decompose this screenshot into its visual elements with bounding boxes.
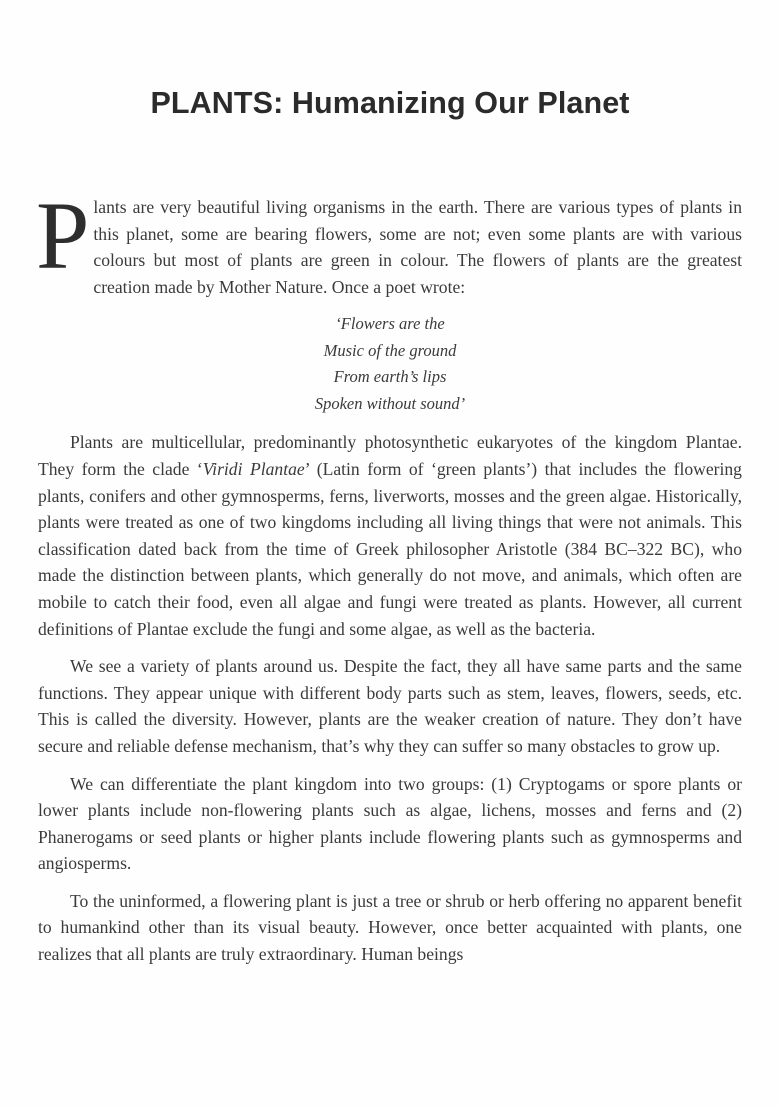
paragraph-diversity: We see a variety of plants around us. Despite the fact, they all have same parts and the same functions. They appear unique with different body parts such as stem, leaves, flowers, seeds, etc. This is called the diversity. However, plants are the weaker creation of nature. They don’t have secure and reliable defense mechanism, that’s why they can suffer so many obstacles to grow up.: [38, 656, 742, 756]
page-title: PLANTS: Humanizing Our Planet: [150, 86, 630, 120]
poem-line: ‘Flowers are the: [335, 314, 445, 334]
paragraph-text: ’ (Latin form of ‘green plants’) that includes the flowering plants, conifers and other gymnosperms, ferns, liverworts, mosses and the green algae. Historically, plants were treated as one of two kingdoms including all living things that were not animals. This classification dated back from the time of Greek philosopher Aristotle (384 BC–322 BC), who made the distinction between plants, which generally do not move, and animals, which often are mobile to catch their food, even all algae and fungi were treated as plants. However, all current definitions of Plantae exclude the fungi and some algae, as well as the bacteria.: [38, 458, 742, 639]
poem-quote: [38, 311, 742, 417]
intro-text: lants are very beautiful living organisms in the earth. There are various types of plants in this planet, some are bearing flowers, some are not; even some plants are with various colours but most of plants are green in colour. The flowers of plants are the greatest creation made by Mother Nature. Once a poet wrote:: [93, 197, 742, 297]
poem-line: From earth’s lips: [333, 367, 447, 387]
paragraph-text: Plants are multicellular, predominantly photosynthetic eukaryotes of the kingdom Plantae. They form the clade ‘: [38, 432, 742, 479]
drop-cap: P: [36, 182, 90, 289]
paragraph-benefits: To the uninformed, a flowering plant is just a tree or shrub or herb offering no apparent benefit to humankind other than its visual beauty. However, once better acquainted with plants, one realizes that all plants are truly extraordinary. Human beings: [38, 890, 742, 965]
poem-line: Music of the ground: [323, 340, 457, 360]
paragraph-definition: [38, 429, 742, 642]
intro-paragraph: [36, 182, 742, 300]
latin-term: Viridi Plantae: [202, 458, 305, 479]
paragraph-classification: We can differentiate the plant kingdom into two groups: (1) Cryptogams or spore plants or lower plants include non-flowering plants such as algae, lichens, mosses and ferns and (2) Phanerogams or seed plants or higher plants include flowering plants such as gymnosperms and angiosperms.: [38, 773, 742, 874]
article-body: [36, 182, 742, 979]
poem-line: Spoken without sound’: [314, 393, 466, 413]
